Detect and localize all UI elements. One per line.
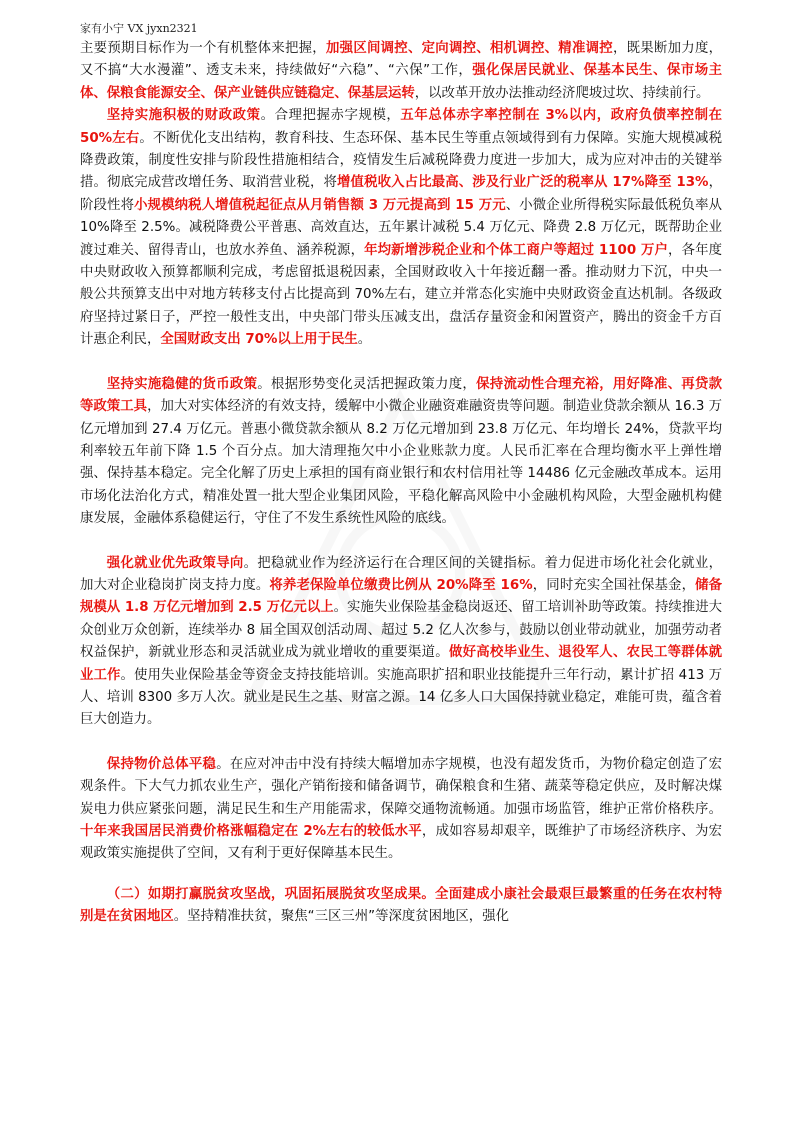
document-body — [80, 38, 722, 929]
paragraph-economic-goals: 主要预期目标作为一个有机整体来把握，加强区间调控、定向调控、相机调控、精准调控，既果断加力度，又不搞“大水漫灌”、透支未来，持续做好“六稳”、“六保”工作，强化保居民就业、保基本民生、保市场主体、保粮食能源安全、保产业链供应链稳定、保基层运转，以改革开放办法推动经济爬坡过坎、持续前行。 — [80, 41, 723, 101]
paragraph-fiscal-policy: 坚持实施积极的财政政策。合理把握赤字规模，五年总体赤字率控制在 3%以内，政府负债率控制在 50%左右。不断优化支出结构，教育科技、生态环保、基本民生等重点领域得到有力保障。实施大规模减税降费政策，制度性安排与阶段性措施相结合，疫情发生后减税降费力度进一步加大，成为应对冲击的关键举措。彻底完成营改增任务、取消营业税，将增值税收入占比最高、涉及行业广泛的税率从 17%降至 13%，阶段性将小规模纳税人增值税起征点从月销售额 3 万元提高到 15 万元、小微企业所得税实际最低税负率从 10%降至 2.5%。减税降费公平普惠、高效直达，五年累计减税 5.4 万亿元、降费 2.8 万亿元，既帮助企业渡过难关、留得青山，也放水养鱼、涵养税源，年均新增涉税企业和个体工商户等超过 1100 万户，各年度中央财政收入预算都顺利完成，考虑留抵退税因素，全国财政收入十年接近翻一番。推动财力下沉，中央一般公共预算支出中对地方转移支付占比提高到 70%左右，建立并常态化实施中央财政资金直达机制。各级政府坚持过紧日子，严控一般性支出，中央部门带头压减支出，盘活存量资金和闲置资产，腾出的资金千方百计惠企利民，全国财政支出 70%以上用于民生。 — [80, 108, 723, 348]
highlight-cpi: 十年来我国居民消费价格涨幅稳定在 2%左右的较低水平 — [80, 824, 422, 839]
highlight-vat-rate: 增值税收入占比最高、涉及行业广泛的税率从 17%降至 13% — [337, 175, 709, 191]
paragraph-employment-policy: 强化就业优先政策导向。把稳就业作为经济运行在合理区间的关键指标。着力促进市场化社会化就业，加大对企业稳岗扩岗支持力度。将养老保险单位缴费比例从 20%降至 16%，同时充实全国社保基金，储备规模从 1.8 万亿元增加到 2.5 万亿元以上。实施失业保险基金稳岗返还、留工培训补助等政策。持续推进大众创业万众创新，连续举办 8 届全国双创活动周、超过 5.2 亿人次参与，鼓励以创业带动就业，加强劳动者权益保护，新就业形态和灵活就业成为就业增收的重要渠道。做好高校毕业生、退役军人、农民工等群体就业工作。使用失业保险基金等资金支持技能培训。实施高职扩招和职业技能提升三年行动，累计扩招 413 万人、培训 8300 多万人次。就业是民生之基、财富之源。14 亿多人口大国保持就业稳定，难能可贵，蕴含着巨大创造力。 — [80, 555, 723, 728]
highlight-new-enterprises: 年均新增涉税企业和个体工商户等超过 1100 万户 — [364, 242, 669, 258]
highlight-pension-rate: 将养老保险单位缴费比例从 20%降至 16% — [269, 577, 533, 593]
highlight-livelihood-spending: 全国财政支出 70%以上用于民生 — [160, 332, 358, 348]
section-heading-fiscal-policy: 坚持实施积极的财政政策 — [106, 108, 261, 124]
page-header: 家有小宁 VX jyxn2321 — [80, 22, 198, 35]
section-heading-price-stability: 保持物价总体平稳 — [106, 756, 217, 772]
highlight-regulation: 加强区间调控、定向调控、相机调控、精准调控 — [325, 41, 613, 56]
section-heading-employment-policy: 强化就业优先政策导向 — [106, 555, 244, 571]
highlight-deficit-ratio: 五年总体赤字率控制在 3%以内，政府负债率控制在 50%左右 — [80, 108, 722, 146]
highlight-vat-threshold: 小规模纳税人增值税起征点从月销售额 3 万元提高到 15 万元 — [134, 197, 506, 213]
section-heading-poverty-alleviation: （二）如期打赢脱贫攻坚战，巩固拓展脱贫攻坚成果。全面建成小康社会最艰巨最繁重的任务在农村特别是在贫困地区 — [80, 886, 722, 925]
section-heading-monetary-policy: 坚持实施稳健的货币政策 — [106, 376, 258, 392]
highlight-six-guarantees: 强化保居民就业、保基本民生、保市场主体、保粮食能源安全、保产业链供应链稳定、保基层运转 — [80, 63, 723, 101]
paragraph-monetary-policy: 坚持实施稳健的货币政策。根据形势变化灵活把握政策力度，保持流动性合理充裕，用好降准、再贷款等政策工具，加大对实体经济的有效支持，缓解中小微企业融资难融资贵等问题。制造业贷款余额从 16.3 万亿元增加到 27.4 万亿元。普惠小微贷款余额从 8.2 万亿元增加到 23.8 万亿元、年均增长 24%，贷款平均利率较五年前下降 1.5 个百分点。加大清理拖欠中小企业账款力度。人民币汇率在合理均衡水平上弹性增强、保持基本稳定。完全化解了历史上承担的国有商业银行和农村信用社等 14486 亿元金融改革成本。运用市场化法治化方式，精准处置一批大型企业集团风险，平稳化解高风险中小金融机构风险，大型金融机构健康发展，金融体系稳健运行，守住了不发生系统性风险的底线。 — [80, 376, 723, 527]
highlight-key-groups: 做好高校毕业生、退役军人、农民工等群体就业工作 — [80, 645, 723, 683]
paragraph-price-stability: 保持物价总体平稳。在应对冲击中没有持续大幅增加赤字规模，也没有超发货币，为物价稳定创造了宏观条件。下大气力抓农业生产，强化产销衔接和储备调节，确保粮食和生猪、蔬菜等稳定供应，及时解决煤炭电力供应紧张问题，满足民生和生产用能需求，保障交通物流畅通。加强市场监管，维护正常价格秩序。十年来我国居民消费价格涨幅稳定在 2%左右的较低水平，成如容易却艰辛，既维护了市场经济秩序、为宏观政策实施提供了空间，又有利于更好保障基本民生。 — [80, 756, 722, 862]
highlight-liquidity: 保持流动性合理充裕，用好降准、再贷款等政策工具 — [80, 376, 723, 415]
paragraph-poverty-alleviation: （二）如期打赢脱贫攻坚战，巩固拓展脱贫攻坚成果。全面建成小康社会最艰巨最繁重的任务在农村特别是在贫困地区。坚持精准扶贫，聚焦“三区三州”等深度贫困地区，强化 — [80, 886, 722, 925]
highlight-reserve-scale: 储备规模从 1.8 万亿元增加到 2.5 万亿元以上 — [80, 577, 723, 616]
